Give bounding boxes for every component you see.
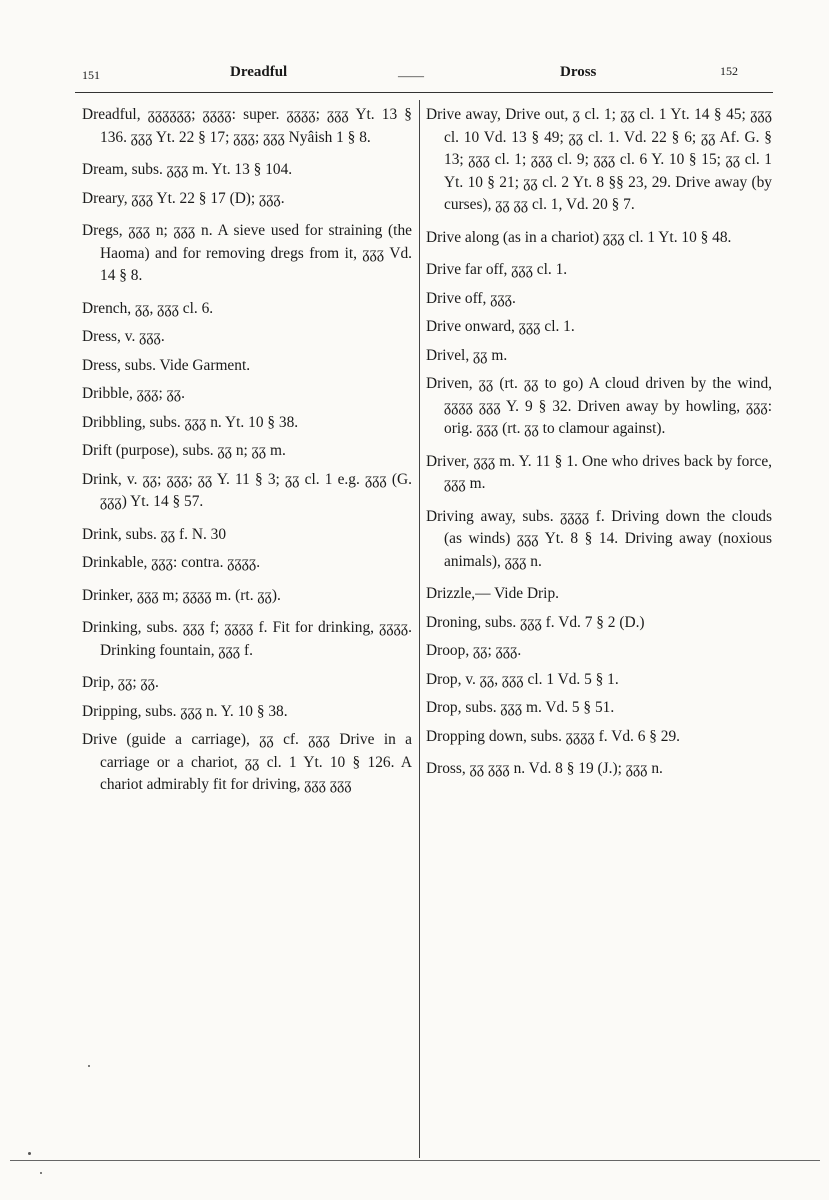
entry-body: ᵹᵹᵹ cl. 1. [507,261,568,278]
entry-body: subs. ᵹᵹ n; ᵹᵹ m. [178,442,286,459]
column-divider [419,100,420,1158]
entry-body: ᵹᵹᵹ; ᵹᵹ. [132,385,185,402]
entry-driver [426,451,772,496]
entry-body: subs. ᵹᵹᵹ n. Y. 10 § 38. [141,702,288,720]
entry-head: Driving away, [426,507,516,525]
entry-driving-away [426,506,772,574]
entry-body: ᵹᵹᵹ Yt. 22 § 17 (D); ᵹᵹᵹ. [127,189,285,207]
entry-body: ᵹᵹᵹ: contra. ᵹᵹᵹᵹ. [147,554,261,571]
entry-drink-noun [82,524,412,547]
entry-head: Drop, [426,670,462,688]
entry-body: — Vide Drip. [475,585,559,602]
entry-head: Dripping, [82,702,142,720]
entry-drivel [426,345,772,368]
entry-dropping-down [426,726,772,749]
entry-head: Dribble, [82,385,133,402]
entry-head: Drift (purpose), [82,442,179,459]
entry-body: subs. ᵹᵹᵹ f. Vd. 7 § 2 (D.) [481,613,645,631]
entry-body: v. ᵹᵹᵹ. [120,328,165,345]
entry-body: ᵹ cl. 1; ᵹᵹ cl. 1 Yt. 14 § 45; ᵹᵹᵹ cl. 10 Vd. 13 § 49; ᵹᵹ cl. 1. Vd. 22 § 6; ᵹᵹ Af. G. § 13; ᵹᵹᵹ cl. 1; ᵹᵹᵹ cl. 9; ᵹᵹᵹ cl. 6 Y. 10 § 15; ᵹᵹ cl. 1 Yt. 10 § 21; ᵹᵹ cl. 2 Yt. 8 §§ 23, 29. Drive away (by curses), ᵹᵹ ᵹᵹ cl. 1, Vd. 20 § 7. [444,106,772,213]
entry-body: ᵹᵹᵹ. [486,289,516,307]
entry-body: ᵹᵹᵹ n; ᵹᵹᵹ n. A sieve used for straining (the Haoma) and for removing dregs from it, ᵹᵹᵹ Vd. 14 § 8. [100,222,412,284]
entry-head: Droning, [426,613,482,631]
entry-drift [82,440,412,463]
entry-head: Dross, [426,760,466,777]
entry-drive-onward [426,316,772,339]
entry-drinker [82,585,412,608]
entry-dress-verb [82,326,412,349]
right-column [426,104,772,787]
entry-drinkable [82,552,412,575]
entry-head: Drop, [426,699,462,716]
entry-head: Dribbling, [82,413,146,431]
entry-body: ᵹᵹᵹᵹᵹᵹ; ᵹᵹᵹᵹ: super. ᵹᵹᵹᵹ; ᵹᵹᵹ Yt. 13 § 136. ᵹᵹᵹ Yt. 22 § 17; ᵹᵹᵹ; ᵹᵹᵹ Nyâish 1 § 8. [100,106,412,146]
bottom-rule [10,1160,820,1161]
entry-droop [426,640,772,663]
entry-drench [82,298,412,321]
entry-drive-guide [82,729,412,797]
entry-dreadful [82,104,412,149]
entry-head: Drizzle, [426,585,476,602]
entry-drive-far-off [426,259,772,282]
entry-drive-away [426,104,772,217]
entry-drip [82,672,412,695]
entry-body: subs. Vide Garment. [120,356,251,374]
running-header [70,64,770,88]
entry-body: ᵹᵹᵹ cl. 1. [514,318,575,335]
entry-head: Drive onward, [426,318,515,335]
entry-head: Drive away, Drive out, [426,106,569,123]
header-rule [75,92,773,93]
entry-body: ᵹᵹᵹ m; ᵹᵹᵹᵹ m. (rt. ᵹᵹ). [133,586,281,604]
entry-body: subs. ᵹᵹ f. N. 30 [121,525,227,543]
entry-head: Dreadful, [82,106,141,123]
entry-head: Drink, [82,470,122,488]
entry-body: ᵹᵹ m. [469,346,508,364]
entry-body: subs. ᵹᵹᵹ f; ᵹᵹᵹᵹ f. Fit for drinking, ᵹᵹᵹᵹ. Drinking fountain, ᵹᵹᵹ f. [100,619,412,659]
entry-head: Drive far off, [426,261,508,278]
entry-drop-verb [426,669,772,692]
entry-head: Drench, [82,299,132,317]
entry-head: Dropping down, [426,727,527,745]
entry-head: Drip, [82,674,115,691]
entry-body: subs. ᵹᵹᵹ m. Vd. 5 § 51. [461,699,615,716]
entry-dregs [82,220,412,288]
entry-body: subs. ᵹᵹᵹᵹ f. Driving down the clouds (as winds) ᵹᵹᵹ Yt. 8 § 14. Driving away (noxious animals), ᵹᵹᵹ n. [444,507,772,570]
entry-head: Dress, [82,328,121,345]
entry-driven [426,373,772,441]
entry-body: ᵹᵹ; ᵹᵹ. [114,674,159,691]
entry-body: ᵹᵹᵹ cl. 1 Yt. 10 § 48. [599,228,732,246]
entry-head: Drive along (as in a chariot) [426,228,600,246]
page-number-right: 152 [720,64,738,78]
page-number-left: 151 [82,68,100,82]
ink-speck [88,1065,90,1067]
entry-body: subs. ᵹᵹᵹ n. Yt. 10 § 38. [145,413,299,431]
entry-dream [82,159,412,182]
header-title-right: Dross [560,64,597,80]
entry-body: subs. ᵹᵹᵹ m. Yt. 13 § 104. [127,161,293,178]
entry-head: Driver, [426,452,470,470]
entry-head: Dregs, [82,222,123,239]
entry-drizzle [426,583,772,606]
entry-drinking [82,617,412,662]
entry-dripping [82,701,412,724]
entry-drive-along [426,227,772,250]
entry-drop-noun [426,697,772,720]
entry-drink-verb [82,469,412,514]
entry-head: Drive off, [426,289,487,307]
header-dash: —— [398,68,424,83]
entry-drive-off [426,288,772,311]
entry-head: Dreary, [82,189,128,207]
entry-dribble [82,383,412,406]
ink-speck [40,1172,42,1174]
entry-dreary [82,188,412,211]
entry-head: Drinking, [82,619,142,636]
entry-head: Drive (guide a carriage), [82,731,250,748]
entry-body: v. ᵹᵹ; ᵹᵹᵹ; ᵹᵹ Y. 11 § 3; ᵹᵹ cl. 1 e.g. ᵹᵹᵹ (G. ᵹᵹᵹ) Yt. 14 § 57. [100,470,412,510]
entry-head: Driven, [426,375,473,392]
entry-head: Drinkable, [82,554,148,571]
entry-body: ᵹᵹ; ᵹᵹᵹ. [469,642,522,659]
entry-head: Drinker, [82,586,134,604]
entry-body: ᵹᵹ ᵹᵹᵹ n. Vd. 8 § 19 (J.); ᵹᵹᵹ n. [465,760,663,777]
entry-body: ᵹᵹ cf. ᵹᵹᵹ Drive in a carriage or a chariot, ᵹᵹ cl. 1 Yt. 10 § 126. A chariot admirably fit for driving, ᵹᵹᵹ ᵹᵹᵹ [100,731,412,793]
entry-dress-noun [82,355,412,378]
entry-head: Drink, [82,525,122,543]
entry-head: Droop, [426,642,470,659]
entry-body: ᵹᵹ (rt. ᵹᵹ to go) A cloud driven by the wind, ᵹᵹᵹᵹ ᵹᵹᵹ Y. 9 § 32. Driven away by howling, ᵹᵹᵹ: orig. ᵹᵹᵹ (rt. ᵹᵹ to clamour against). [444,375,772,437]
entry-dross [426,758,772,781]
header-title-left: Dreadful [230,64,288,80]
entry-head: Dream, [82,161,128,178]
entry-head: Drivel, [426,346,470,364]
entry-dribbling [82,412,412,435]
left-column [82,104,412,803]
entry-head: Dress, [82,356,121,374]
entry-body: v. ᵹᵹ, ᵹᵹᵹ cl. 1 Vd. 5 § 1. [461,670,619,688]
entry-body: ᵹᵹᵹ m. Y. 11 § 1. One who drives back by force, ᵹᵹᵹ m. [444,452,772,492]
entry-droning [426,612,772,635]
entry-body: subs. ᵹᵹᵹᵹ f. Vd. 6 § 29. [526,727,681,745]
entry-body: ᵹᵹ, ᵹᵹᵹ cl. 6. [131,299,214,317]
ink-speck [28,1152,31,1155]
